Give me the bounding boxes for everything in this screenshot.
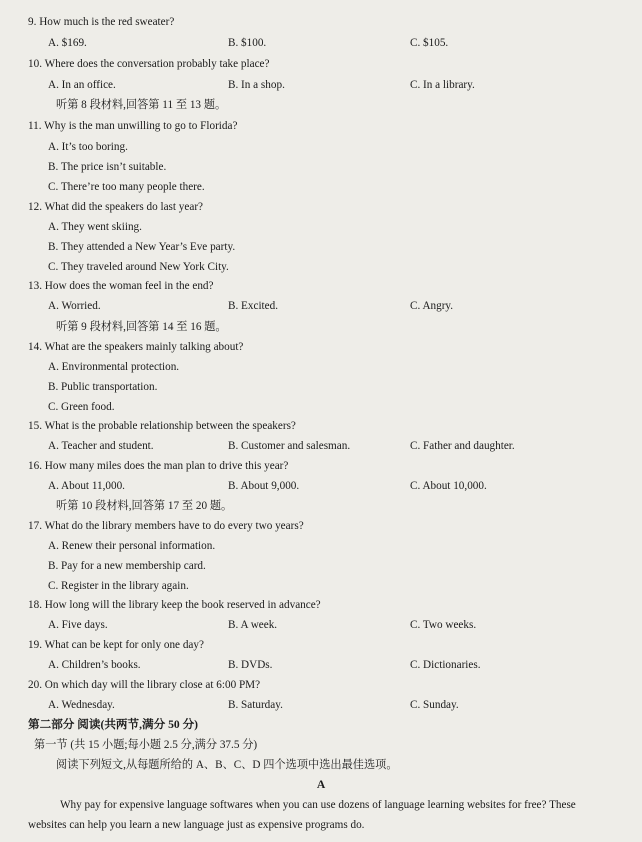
option-c: C. They traveled around New York City. [48, 261, 229, 273]
question-stem: 15. What is the probable relationship between the speakers? [28, 420, 296, 432]
question-15-options [0, 436, 642, 456]
option-c: C. Angry. [410, 300, 454, 312]
question-stem: 17. What do the library members have to do every two years? [28, 520, 304, 532]
question-15 [0, 416, 642, 436]
option-c: C. There’re too many people there. [48, 181, 205, 193]
option-b: B. $100. [228, 37, 267, 49]
option-b: B. Public transportation. [48, 381, 158, 393]
option-c: C. Two weeks. [410, 619, 477, 631]
option-c: C. Sunday. [410, 699, 459, 711]
question-10 [0, 54, 642, 74]
option-c: C. Dictionaries. [410, 659, 481, 671]
question-13 [0, 276, 642, 296]
section-instruction-9: 听第 9 段材料,回答第 14 至 16 题。 [56, 321, 227, 333]
section-one-heading: 第一节 (共 15 小题;每小题 2.5 分,满分 37.5 分) [34, 739, 258, 751]
option-a: A. About 11,000. [48, 480, 125, 492]
option-b: B. A week. [228, 619, 278, 631]
option-a: A. Five days. [48, 619, 108, 631]
passage-label: A [316, 778, 326, 791]
question-11 [0, 116, 642, 136]
question-14 [0, 337, 642, 357]
question-9-options [0, 33, 642, 53]
question-stem: 18. How long will the library keep the book reserved in advance? [28, 599, 321, 611]
option-a: A. Wednesday. [48, 699, 115, 711]
question-stem: 13. How does the woman feel in the end? [28, 280, 214, 292]
option-c: C. In a library. [410, 79, 475, 91]
section-instruction-8: 听第 8 段材料,回答第 11 至 13 题。 [56, 99, 227, 111]
question-13-options [0, 296, 642, 316]
option-b: B. Excited. [228, 300, 279, 312]
option-b: B. The price isn’t suitable. [48, 161, 167, 173]
question-20 [0, 675, 642, 695]
option-a: A. Renew their personal information. [48, 540, 216, 552]
question-18 [0, 595, 642, 615]
option-a: A. Children’s books. [48, 659, 141, 671]
question-stem: 16. How many miles does the man plan to drive this year? [28, 460, 289, 472]
question-stem: 9. How much is the red sweater? [28, 16, 175, 28]
option-c: C. Father and daughter. [410, 440, 515, 452]
option-b: B. DVDs. [228, 659, 273, 671]
option-a: A. It’s too boring. [48, 141, 128, 153]
option-a: A. Environmental protection. [48, 361, 180, 373]
question-16-options [0, 476, 642, 496]
question-16 [0, 456, 642, 476]
option-a: A. In an office. [48, 79, 116, 91]
option-c: C. Register in the library again. [48, 580, 189, 592]
question-stem: 19. What can be kept for only one day? [28, 639, 204, 651]
option-b: B. In a shop. [228, 79, 285, 91]
question-20-options [0, 695, 642, 715]
option-a: A. Teacher and student. [48, 440, 154, 452]
part-two-heading: 第二部分 阅读(共两节,满分 50 分) [28, 718, 199, 731]
question-10-options [0, 75, 642, 95]
question-9 [0, 12, 642, 32]
option-c: C. $105. [410, 37, 449, 49]
section-instruction-10: 听第 10 段材料,回答第 17 至 20 题。 [56, 500, 233, 512]
option-a: A. Worried. [48, 300, 101, 312]
option-a: A. $169. [48, 37, 87, 49]
question-stem: 14. What are the speakers mainly talking about? [28, 341, 244, 353]
option-b: B. Pay for a new membership card. [48, 560, 206, 572]
option-a: A. They went skiing. [48, 221, 142, 233]
option-b: B. About 9,000. [228, 480, 300, 492]
option-b: B. They attended a New Year’s Eve party. [48, 241, 236, 253]
question-19-options [0, 655, 642, 675]
option-c: C. Green food. [48, 401, 115, 413]
question-stem: 11. Why is the man unwilling to go to Florida? [28, 120, 238, 132]
option-b: B. Saturday. [228, 699, 283, 711]
question-17 [0, 516, 642, 536]
question-12 [0, 197, 642, 217]
question-stem: 20. On which day will the library close at 6:00 PM? [28, 679, 261, 691]
question-stem: 12. What did the speakers do last year? [28, 201, 204, 213]
option-c: C. About 10,000. [410, 480, 487, 492]
question-19 [0, 635, 642, 655]
option-b: B. Customer and salesman. [228, 440, 351, 452]
passage-paragraph: Why pay for expensive language softwares when you can use dozens of language learning websites for free? These websites can help you learn a new language just as expensive programs do. [28, 799, 576, 831]
question-stem: 10. Where does the conversation probably take place? [28, 58, 270, 70]
question-18-options [0, 615, 642, 635]
reading-instruction: 阅读下列短文,从每题所给的 A、B、C、D 四个选项中选出最佳选项。 [56, 759, 398, 771]
